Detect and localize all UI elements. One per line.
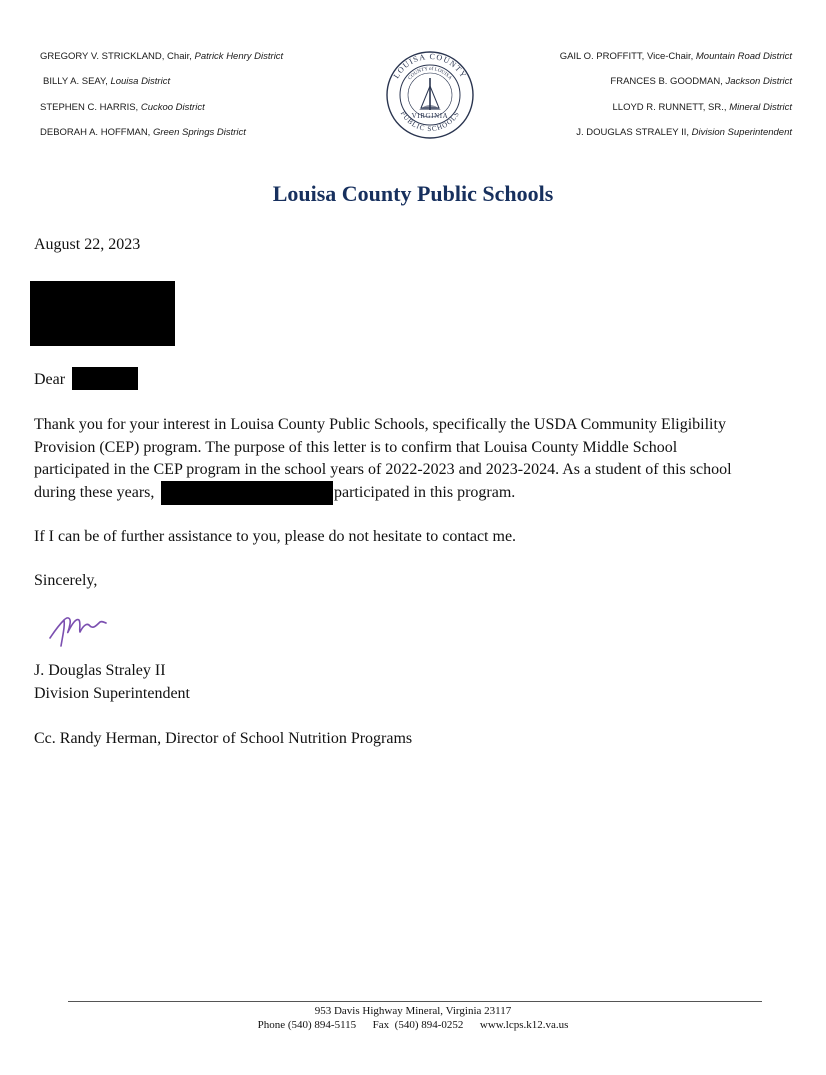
svg-text:COUNTY of LOUISA: COUNTY of LOUISA xyxy=(407,66,453,82)
body-paragraph-line: Thank you for your interest in Louisa County Public Schools, specifically the USDA Community Eligibility xyxy=(34,416,726,433)
body-paragraph-line: participated in the CEP program in the school years of 2022-2023 and 2023-2024. As a student of this school xyxy=(34,461,732,478)
body-paragraph-line-end: participated in this program. xyxy=(334,483,516,501)
sign-off: Sincerely, xyxy=(34,572,98,589)
salutation: Dear xyxy=(34,371,66,388)
letter-date: August 22, 2023 xyxy=(34,236,141,253)
board-member: GAIL O. PROFFITT, Vice-Chair, Mountain Road District xyxy=(559,51,792,62)
svg-text:VIRGINIA: VIRGINIA xyxy=(411,112,449,120)
redacted-recipient-name xyxy=(72,367,138,390)
svg-text:LOUISA COUNTY: LOUISA COUNTY xyxy=(391,51,469,81)
redacted-student-name xyxy=(161,481,333,505)
board-member: GREGORY V. STRICKLAND, Chair, Patrick Henry District xyxy=(40,51,284,62)
signer-name: J. Douglas Straley II xyxy=(34,662,166,679)
body-paragraph-line-start: during these years, xyxy=(34,483,155,501)
county-seal-logo xyxy=(385,50,475,140)
letterhead-title: Louisa County Public Schools xyxy=(272,181,554,206)
board-members-right xyxy=(560,50,792,151)
board-member: BILLY A. SEAY, Louisa District xyxy=(43,76,171,88)
handwritten-signature xyxy=(44,604,114,652)
footer-divider xyxy=(68,1001,762,1002)
cc-line: Cc. Randy Herman, Director of School Nutrition Programs xyxy=(34,730,413,747)
footer-contact: Phone (540) 894-5115 Fax (540) 894-0252 www.lcps.k12.va.us xyxy=(257,1019,569,1031)
board-member: FRANCES B. GOODMAN, Jackson District xyxy=(610,76,792,88)
signer-title: Division Superintendent xyxy=(34,684,190,702)
body-paragraph-line: Provision (CEP) program. The purpose of this letter is to confirm that Louisa County Middle School xyxy=(34,438,678,456)
board-member: J. DOUGLAS STRALEY II, Division Superintendent xyxy=(576,126,792,138)
redacted-recipient-address xyxy=(30,281,175,346)
board-members-left xyxy=(40,50,283,151)
board-member: LLOYD R. RUNNETT, SR., Mineral District xyxy=(612,101,792,113)
board-member: DEBORAH A. HOFFMAN, Green Springs District xyxy=(40,126,246,138)
svg-text:PUBLIC SCHOOLS: PUBLIC SCHOOLS xyxy=(398,109,462,134)
footer-address: 953 Davis Highway Mineral, Virginia 23117 xyxy=(314,1005,512,1017)
board-member: STEPHEN C. HARRIS, Cuckoo District xyxy=(40,101,205,113)
closing-paragraph: If I can be of further assistance to you, please do not hesitate to contact me. xyxy=(34,528,517,545)
